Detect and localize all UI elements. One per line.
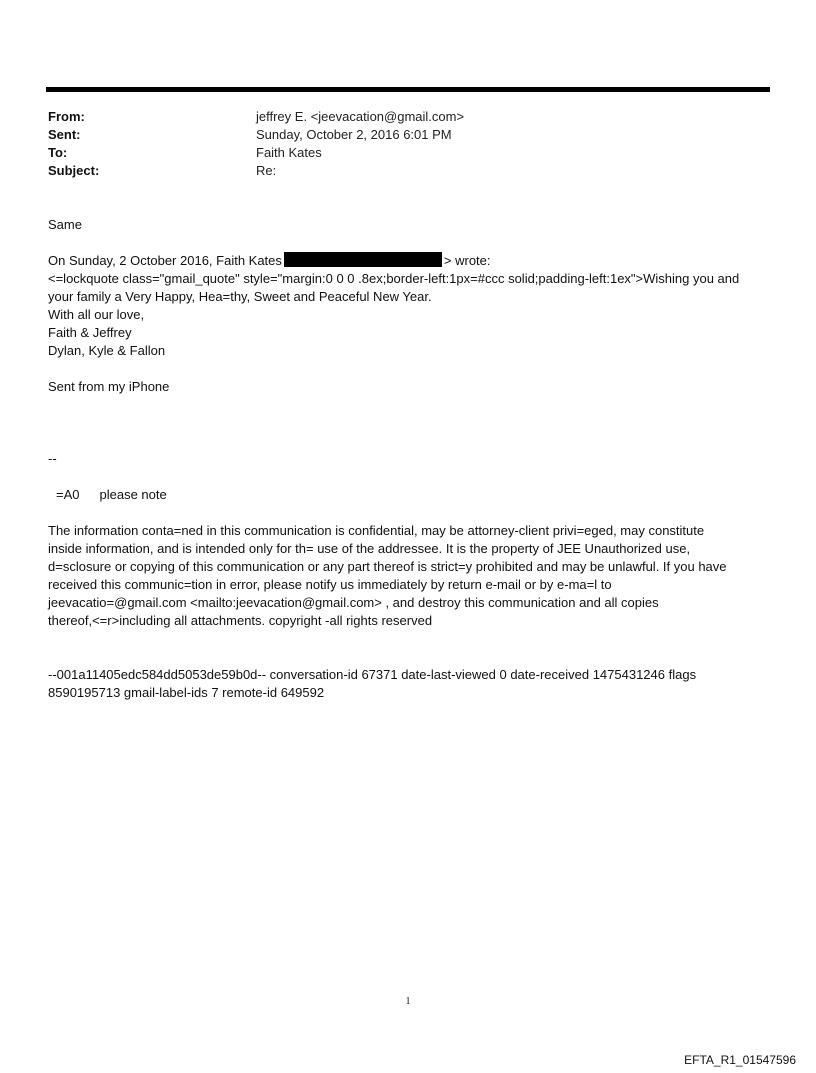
subject-value: Re: <box>256 163 277 178</box>
to-value: Faith Kates <box>256 145 322 160</box>
quote-line: Dylan, Kyle & Fallon <box>48 343 166 358</box>
quote-line: your family a Very Happy, Hea=thy, Sweet and Peaceful New Year. <box>48 289 432 304</box>
quote-intro <box>48 252 778 270</box>
from-row <box>48 108 748 126</box>
quote-line: Faith & Jeffrey <box>48 325 132 340</box>
to-row <box>48 144 748 162</box>
sent-row <box>48 126 748 144</box>
metadata-line: --001a11405edc584dd5053de59b0d-- conversation-id 67371 date-last-viewed 0 date-received 1475431246 flags <box>48 667 697 682</box>
quote-intro-after: > wrote: <box>443 253 491 268</box>
disclaimer-line: The information conta=ned in this communication is confidential, may be attorney-client privi=eged, may constitute <box>48 523 705 538</box>
reply-text: Same <box>48 217 82 232</box>
from-label: From: <box>48 109 85 124</box>
sent-value: Sunday, October 2, 2016 6:01 PM <box>256 127 452 142</box>
disclaimer-line: jeevacatio=@gmail.com <mailto:jeevacation@gmail.com> , and destroy this communication and all copies <box>48 595 659 610</box>
to-label: To: <box>48 145 68 160</box>
subject-label: Subject: <box>48 163 100 178</box>
metadata-line: 8590195713 gmail-label-ids 7 remote-id 649592 <box>48 685 325 700</box>
sent-label: Sent: <box>48 127 81 142</box>
redaction-box <box>284 252 442 267</box>
email-header <box>48 108 748 180</box>
from-value: jeffrey E. <jeevacation@gmail.com> <box>256 109 465 124</box>
subject-row <box>48 162 748 180</box>
quote-intro-before: On Sunday, 2 October 2016, Faith Kates <box>48 253 282 268</box>
disclaimer-line: inside information, and is intended only for th= use of the addressee. It is the property of JEE Unauthorized use, <box>48 541 691 556</box>
note-prefix: =A0 <box>56 487 80 502</box>
signature-separator: -- <box>48 451 57 466</box>
document-id: EFTA_R1_01547596 <box>684 1053 796 1067</box>
quote-line: <=lockquote class="gmail_quote" style="margin:0 0 0 .8ex;border-left:1px=#ccc solid;padding-left:1ex">Wishing you and <box>48 271 740 286</box>
quote-line: With all our love, <box>48 307 145 322</box>
header-rule <box>46 87 770 92</box>
device-signature: Sent from my iPhone <box>48 379 170 394</box>
page-number: 1 <box>405 996 411 1007</box>
note-text: please note <box>99 487 167 502</box>
note-line <box>48 486 778 504</box>
disclaimer-line: thereof,<=r>including all attachments. copyright -all rights reserved <box>48 613 433 628</box>
disclaimer-line: received this communic=tion in error, please notify us immediately by return e-mail or by e-ma=l to <box>48 577 612 592</box>
disclaimer-line: d=sclosure or copying of this communication or any part thereof is strict=y prohibited and may be unlawful. If you have <box>48 559 727 574</box>
email-body <box>48 216 778 702</box>
